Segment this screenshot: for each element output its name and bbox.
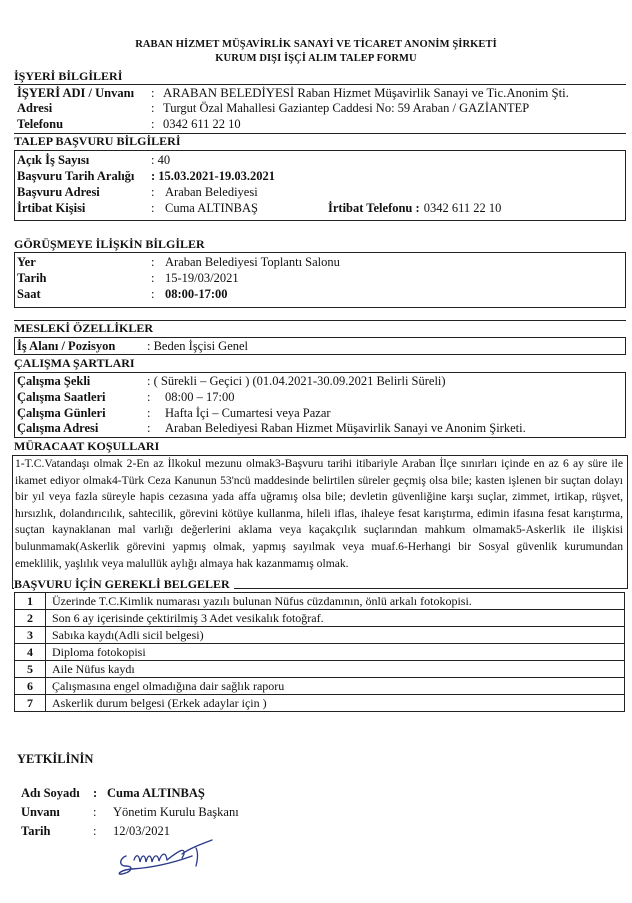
- yetkili-title: YETKİLİNİN: [17, 752, 94, 766]
- calisma-gun-label: Çalışma Günleri: [17, 406, 106, 420]
- basvuru-tarih-label: Başvuru Tarih Aralığı: [17, 169, 135, 183]
- signature-image: [112, 836, 222, 878]
- isyeri-section-title: İŞYERİ BİLGİLERİ: [14, 69, 123, 83]
- calisma-sekli-label: Çalışma Şekli: [17, 374, 91, 388]
- acik-is-value: : 40: [151, 153, 171, 167]
- table-row: 5 Aile Nüfus kaydı: [15, 661, 625, 678]
- isyeri-telefon-label: Telefonu: [17, 117, 64, 131]
- isyeri-adres-label: Adresi: [17, 101, 53, 115]
- yetkili-unvan-label: Unvanı: [21, 805, 60, 819]
- calisma-adres-row: Çalışma Adresi : Araban Belediyesi Raban Hizmet Müşavirlik Sanayi ve Anonim Şirketi.: [17, 421, 526, 435]
- isyeri-telefon-row: Telefonu : 0342 611 22 10: [17, 117, 241, 131]
- divider: [14, 84, 626, 85]
- talep-section-title: TALEP BAŞVURU BİLGİLERİ: [14, 134, 181, 148]
- calisma-adres-label: Çalışma Adresi: [17, 421, 99, 435]
- calisma-sekli-row: [17, 374, 446, 389]
- gorusme-yer-value: Araban Belediyesi Toplantı Salonu: [165, 255, 340, 269]
- calisma-gun-value: Hafta İçi – Cumartesi veya Pazar: [165, 406, 331, 420]
- is-alani-value: : Beden İşçisi Genel: [147, 339, 249, 353]
- yetkili-tarih-row: Tarih : 12/03/2021: [21, 824, 170, 838]
- isyeri-unvan-value: ARABAN BELEDİYESİ Raban Hizmet Müşavirlik Sanayi ve Tic.Anonim Şti.: [163, 86, 569, 100]
- yetkili-ad-row: Adı Soyadı : Cuma ALTINBAŞ: [21, 786, 205, 800]
- belgeler-table: [14, 592, 625, 712]
- irtibat-kisi-value: Cuma ALTINBAŞ: [165, 201, 258, 215]
- yetkili-ad-label: Adı Soyadı: [21, 786, 80, 800]
- isyeri-adres-value: Turgut Özal Mahallesi Gaziantep Caddesi No: 59 Araban / GAZİANTEP: [163, 101, 530, 115]
- irtibat-tel-value: 0342 611 22 10: [423, 201, 502, 215]
- yetkili-unvan-row: Unvanı : Yönetim Kurulu Başkanı: [21, 805, 239, 819]
- basvuru-tarih-value: : 15.03.2021-19.03.2021: [151, 169, 275, 183]
- gorusme-saat-value: 08:00-17:00: [165, 287, 228, 301]
- table-row: 6 Çalışmasına engel olmadığına dair sağlık raporu: [15, 678, 625, 695]
- basvuru-adres-row: Başvuru Adresi : Araban Belediyesi: [17, 185, 258, 199]
- gorusme-tarih-row: Tarih : 15-19/03/2021: [17, 271, 239, 285]
- calisma-gun-row: Çalışma Günleri : Hafta İçi – Cumartesi veya Pazar: [17, 406, 331, 420]
- isyeri-adres-row: Adresi : Turgut Özal Mahallesi Gaziantep Caddesi No: 59 Araban / GAZİANTEP: [17, 101, 530, 115]
- irtibat-row: İrtibat Kişisi : Cuma ALTINBAŞ İrtibat Telefonu : 0342 611 22 10: [17, 201, 502, 215]
- gorusme-section-title: GÖRÜŞMEYE İLİŞKİN BİLGİLER: [14, 237, 205, 251]
- table-row: 1 Üzerinde T.C.Kimlik numarası yazılı bulunan Nüfus cüzdanının, önlü arkalı fotokopisi.: [15, 593, 625, 610]
- yetkili-tarih-value: 12/03/2021: [113, 824, 170, 838]
- yetkili-tarih-label: Tarih: [21, 824, 51, 838]
- isyeri-unvan-row: İŞYERİ ADI / Unvanı : ARABAN BELEDİYESİ Raban Hizmet Müşavirlik Sanayi ve Tic.Anonim Şti.: [17, 86, 569, 100]
- gorusme-tarih-label: Tarih: [17, 271, 47, 285]
- calisma-saat-value: 08:00 – 17:00: [165, 390, 235, 404]
- belgeler-section-title: BAŞVURU İÇİN GEREKLİ BELGELER: [14, 577, 234, 592]
- gorusme-saat-label: Saat: [17, 287, 41, 301]
- gorusme-saat-row: Saat : 08:00-17:00: [17, 287, 228, 301]
- gorusme-tarih-value: 15-19/03/2021: [165, 271, 239, 285]
- is-alani-row: [17, 339, 248, 354]
- gorusme-yer-row: Yer : Araban Belediyesi Toplantı Salonu: [17, 255, 340, 269]
- company-title: RABAN HİZMET MÜŞAVİRLİK SANAYİ VE TİCARET ANONİM ŞİRKETİ: [135, 39, 497, 50]
- yetkili-unvan-value: Yönetim Kurulu Başkanı: [113, 805, 239, 819]
- muracaat-section-title: MÜRACAAT KOŞULLARI: [14, 439, 160, 453]
- calisma-sekli-value: : ( Sürekli – Geçici ) (01.04.2021-30.09.2021 Belirli Süreli): [147, 374, 446, 388]
- basvuru-adres-label: Başvuru Adresi: [17, 185, 100, 199]
- calisma-section-title: ÇALIŞMA ŞARTLARI: [14, 356, 135, 370]
- acik-is-row: [17, 153, 170, 168]
- table-row: 4 Diploma fotokopisi: [15, 644, 625, 661]
- gorusme-yer-label: Yer: [17, 255, 36, 269]
- irtibat-kisi-label: İrtibat Kişisi: [17, 201, 86, 215]
- mesleki-section-title: MESLEKİ ÖZELLİKLER: [14, 321, 154, 335]
- calisma-saat-label: Çalışma Saatleri: [17, 390, 106, 404]
- irtibat-tel-label: İrtibat Telefonu :: [328, 201, 420, 215]
- basvuru-adres-value: Araban Belediyesi: [165, 185, 258, 199]
- table-row: 2 Son 6 ay içerisinde çektirilmiş 3 Adet vesikalık fotoğraf.: [15, 610, 625, 627]
- isyeri-telefon-value: 0342 611 22 10: [163, 117, 241, 131]
- calisma-saat-row: Çalışma Saatleri : 08:00 – 17:00: [17, 390, 235, 404]
- form-title: KURUM DIŞI İŞÇİ ALIM TALEP FORMU: [215, 53, 417, 64]
- table-row: 3 Sabıka kaydı(Adli sicil belgesi): [15, 627, 625, 644]
- muracaat-text: 1-T.C.Vatandaşı olmak 2-En az İlkokul mezunu olmak3-Başvuru tarihi itibariyle Araban İlçe sınırları içinde en az 6 ay süre ile ikamet ediyor olmak4-Türk Ceza Kanunun 53'ncü maddesinde belirtilen süreler geçmiş olsa bile; kasten işlenen bir suçtan dolayı bir yıl veya fazla süreyle hapis cezasına yada affa uğramış olsa bile; devletin güvenliğine karşı suçlar, zimmet, irtikap, rüşvet, hırsızlık, dolandırıcılık, sahtecilik, görevini kötüye kullanma, hileli iflas, ihaleye fesat karıştırma, edimin ifasına fesat karıştırma, suçtan kaynaklanan mal varlığı değerlerini aklama veya kaçakçılık suçlarından mahkum olmamak5-Askerlik ile ilişkisi bulunmamak(Askerlik görevini yapmış olmak, yapmış sayılmak veya muaf.6-Herhangi bir Sosyal güvenlik kurumundan emeklilik, yaşlılık veya malullük aylığı almaya hak kazanmamış olmak.: [15, 457, 623, 570]
- isyeri-unvan-label: İŞYERİ ADI / Unvanı: [17, 86, 135, 100]
- yetkili-ad-value: Cuma ALTINBAŞ: [107, 786, 205, 800]
- calisma-adres-value: Araban Belediyesi Raban Hizmet Müşavirlik Sanayi ve Anonim Şirketi.: [165, 421, 526, 435]
- table-row: 7 Askerlik durum belgesi (Erkek adaylar için ): [15, 695, 625, 712]
- acik-is-label: Açık İş Sayısı: [17, 153, 90, 167]
- basvuru-tarih-row: [17, 169, 275, 184]
- is-alani-label: İş Alanı / Pozisyon: [17, 339, 116, 353]
